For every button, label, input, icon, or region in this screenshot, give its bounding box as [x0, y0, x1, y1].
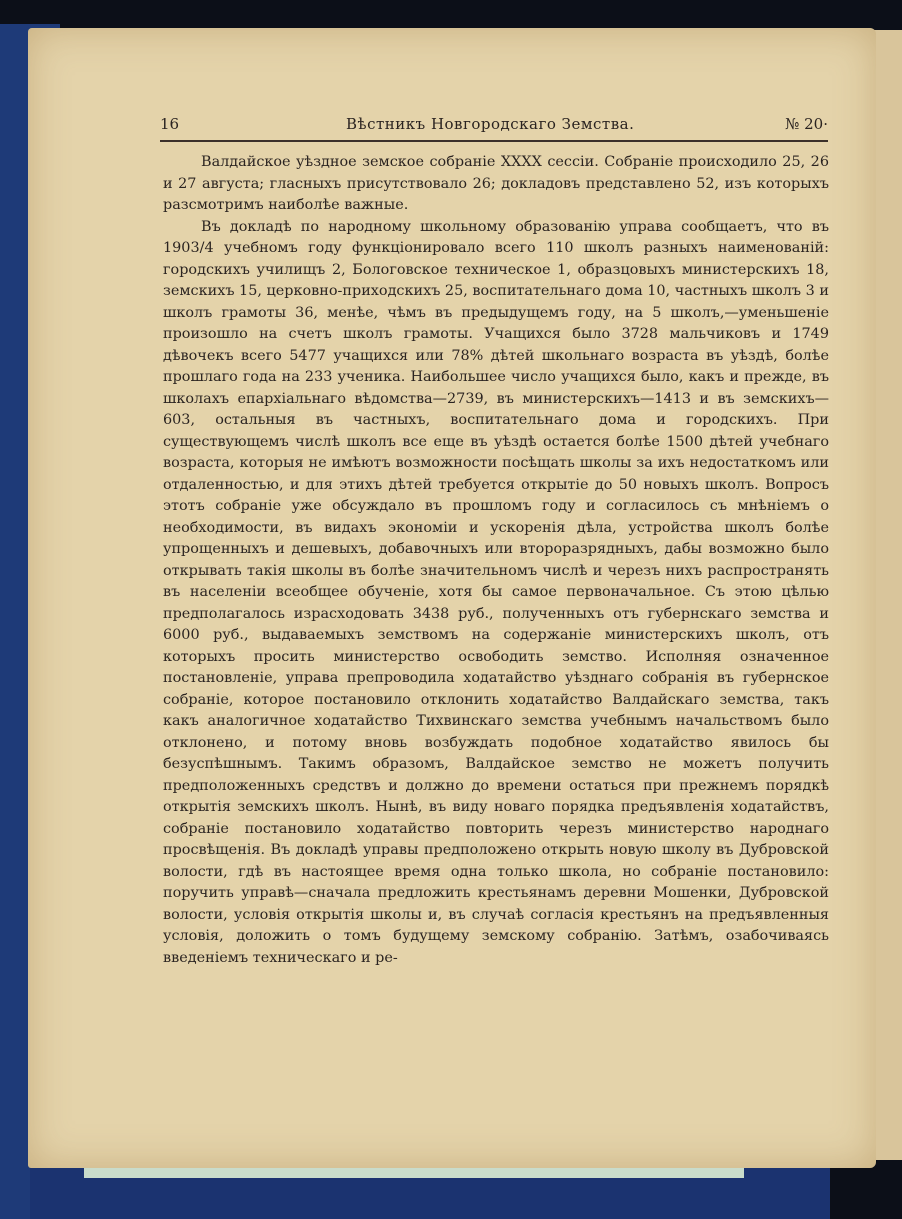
header-rule — [160, 140, 828, 142]
article-body — [163, 152, 829, 1092]
paragraph-zemstvo-session: Валдайское уѣздное земское собраніе XXXX сессіи. Собраніе происходило 25, 26 и 27 августа; гласныхъ присутствовало 26; докладовъ представлено 52, изъ которыхъ разсмотримъ наиболѣе важные. — [163, 154, 829, 213]
paragraph-school-report: Въ докладѣ по народному школьному образованію управа сообщаетъ, что въ 1903/4 учебномъ году функціонировало всего 110 школъ разныхъ наименованій: городскихъ училищъ 2, Бологовское техническое 1, образцовыхъ министерскихъ 18, земскихъ 15, церковно-приходскихъ 25, воспитательнаго дома 10, частныхъ школъ 3 и школъ грамоты 36, менѣе, чѣмъ въ предыдущемъ году, на 5 школъ,—уменьшеніе произошло на счетъ школъ грамоты. Учащихся было 3728 мальчиковъ и 1749 дѣвочекъ всего 5477 учащихся или 78% дѣтей школьнаго возраста въ уѣздѣ, болѣе прошлаго года на 233 ученика. Наибольшее число учащихся было, какъ и прежде, въ школахъ епархіальнаго вѣдомства—2739, въ министерскихъ—1413 и въ земскихъ—603, остальныя въ частныхъ, воспитательнаго дома и городскихъ. При существующемъ числѣ школъ все еще въ уѣздѣ остается болѣе 1500 дѣтей учебнаго возраста, которыя не имѣютъ возможности посѣщать школы за ихъ недостаткомъ или отдаленностью, и для этихъ дѣтей требуется открытіе до 50 новыхъ школъ. Вопросъ этотъ собраніе уже обсуждало въ прошломъ году и согласилось съ мнѣніемъ о необходимости, въ видахъ экономіи и ускоренія дѣла, устройства школъ болѣе упрощенныхъ и дешевыхъ, добавочныхъ или второразрядныхъ, дабы возможно было открывать такія школы въ болѣе значительномъ числѣ и черезъ нихъ распространять въ населеніи всеобщее обученіе, хотя бы самое первоначальное. Съ этою цѣлью предполагалось израсходовать 3438 руб., полученныхъ отъ губернскаго земства и 6000 руб., выдаваемыхъ земствомъ на содержаніе министерскихъ школъ, отъ которыхъ просить министерство освободить земство. Исполняя означенное постановленіе, управа препроводила ходатайство уѣзднаго собранія въ губернское собраніе, которое постановило отклонить ходатайство Валдайскаго земства, такъ какъ аналогичное ходатайство Тихвинскаго земства учебнымъ начальствомъ было отклонено, и потому вновь возбуждать подобное ходатайство явилось бы безуспѣшнымъ. Такимъ образомъ, Валдайское земство не можетъ получить предположенныхъ средствъ и должно до времени остаться при прежнемъ порядкѣ открытія земскихъ школъ. Нынѣ, въ виду новаго порядка предъявленія ходатайствъ, собраніе постановило ходатайство повторить черезъ министерство народнаго просвѣщенія. Въ докладѣ управы предположено открыть новую школу въ Дубровской волости, гдѣ въ настоящее время одна только школа, но собраніе постановило: поручить управѣ—сначала предложить крестьянамъ деревни Мошенки, Дубровской волости, условія открытія школы и, въ случаѣ согласія крестьянъ на предъявленныя условія, доложить о томъ будущему земскому собранію. Затѣмъ, озабочиваясь введеніемъ техническаго и ре- — [163, 218, 829, 966]
page-number: 16 — [160, 115, 180, 133]
journal-title: Вѣстникъ Новгородскаго Земства. — [346, 115, 635, 133]
running-head — [160, 115, 828, 139]
issue-number: № 20· — [785, 115, 828, 133]
